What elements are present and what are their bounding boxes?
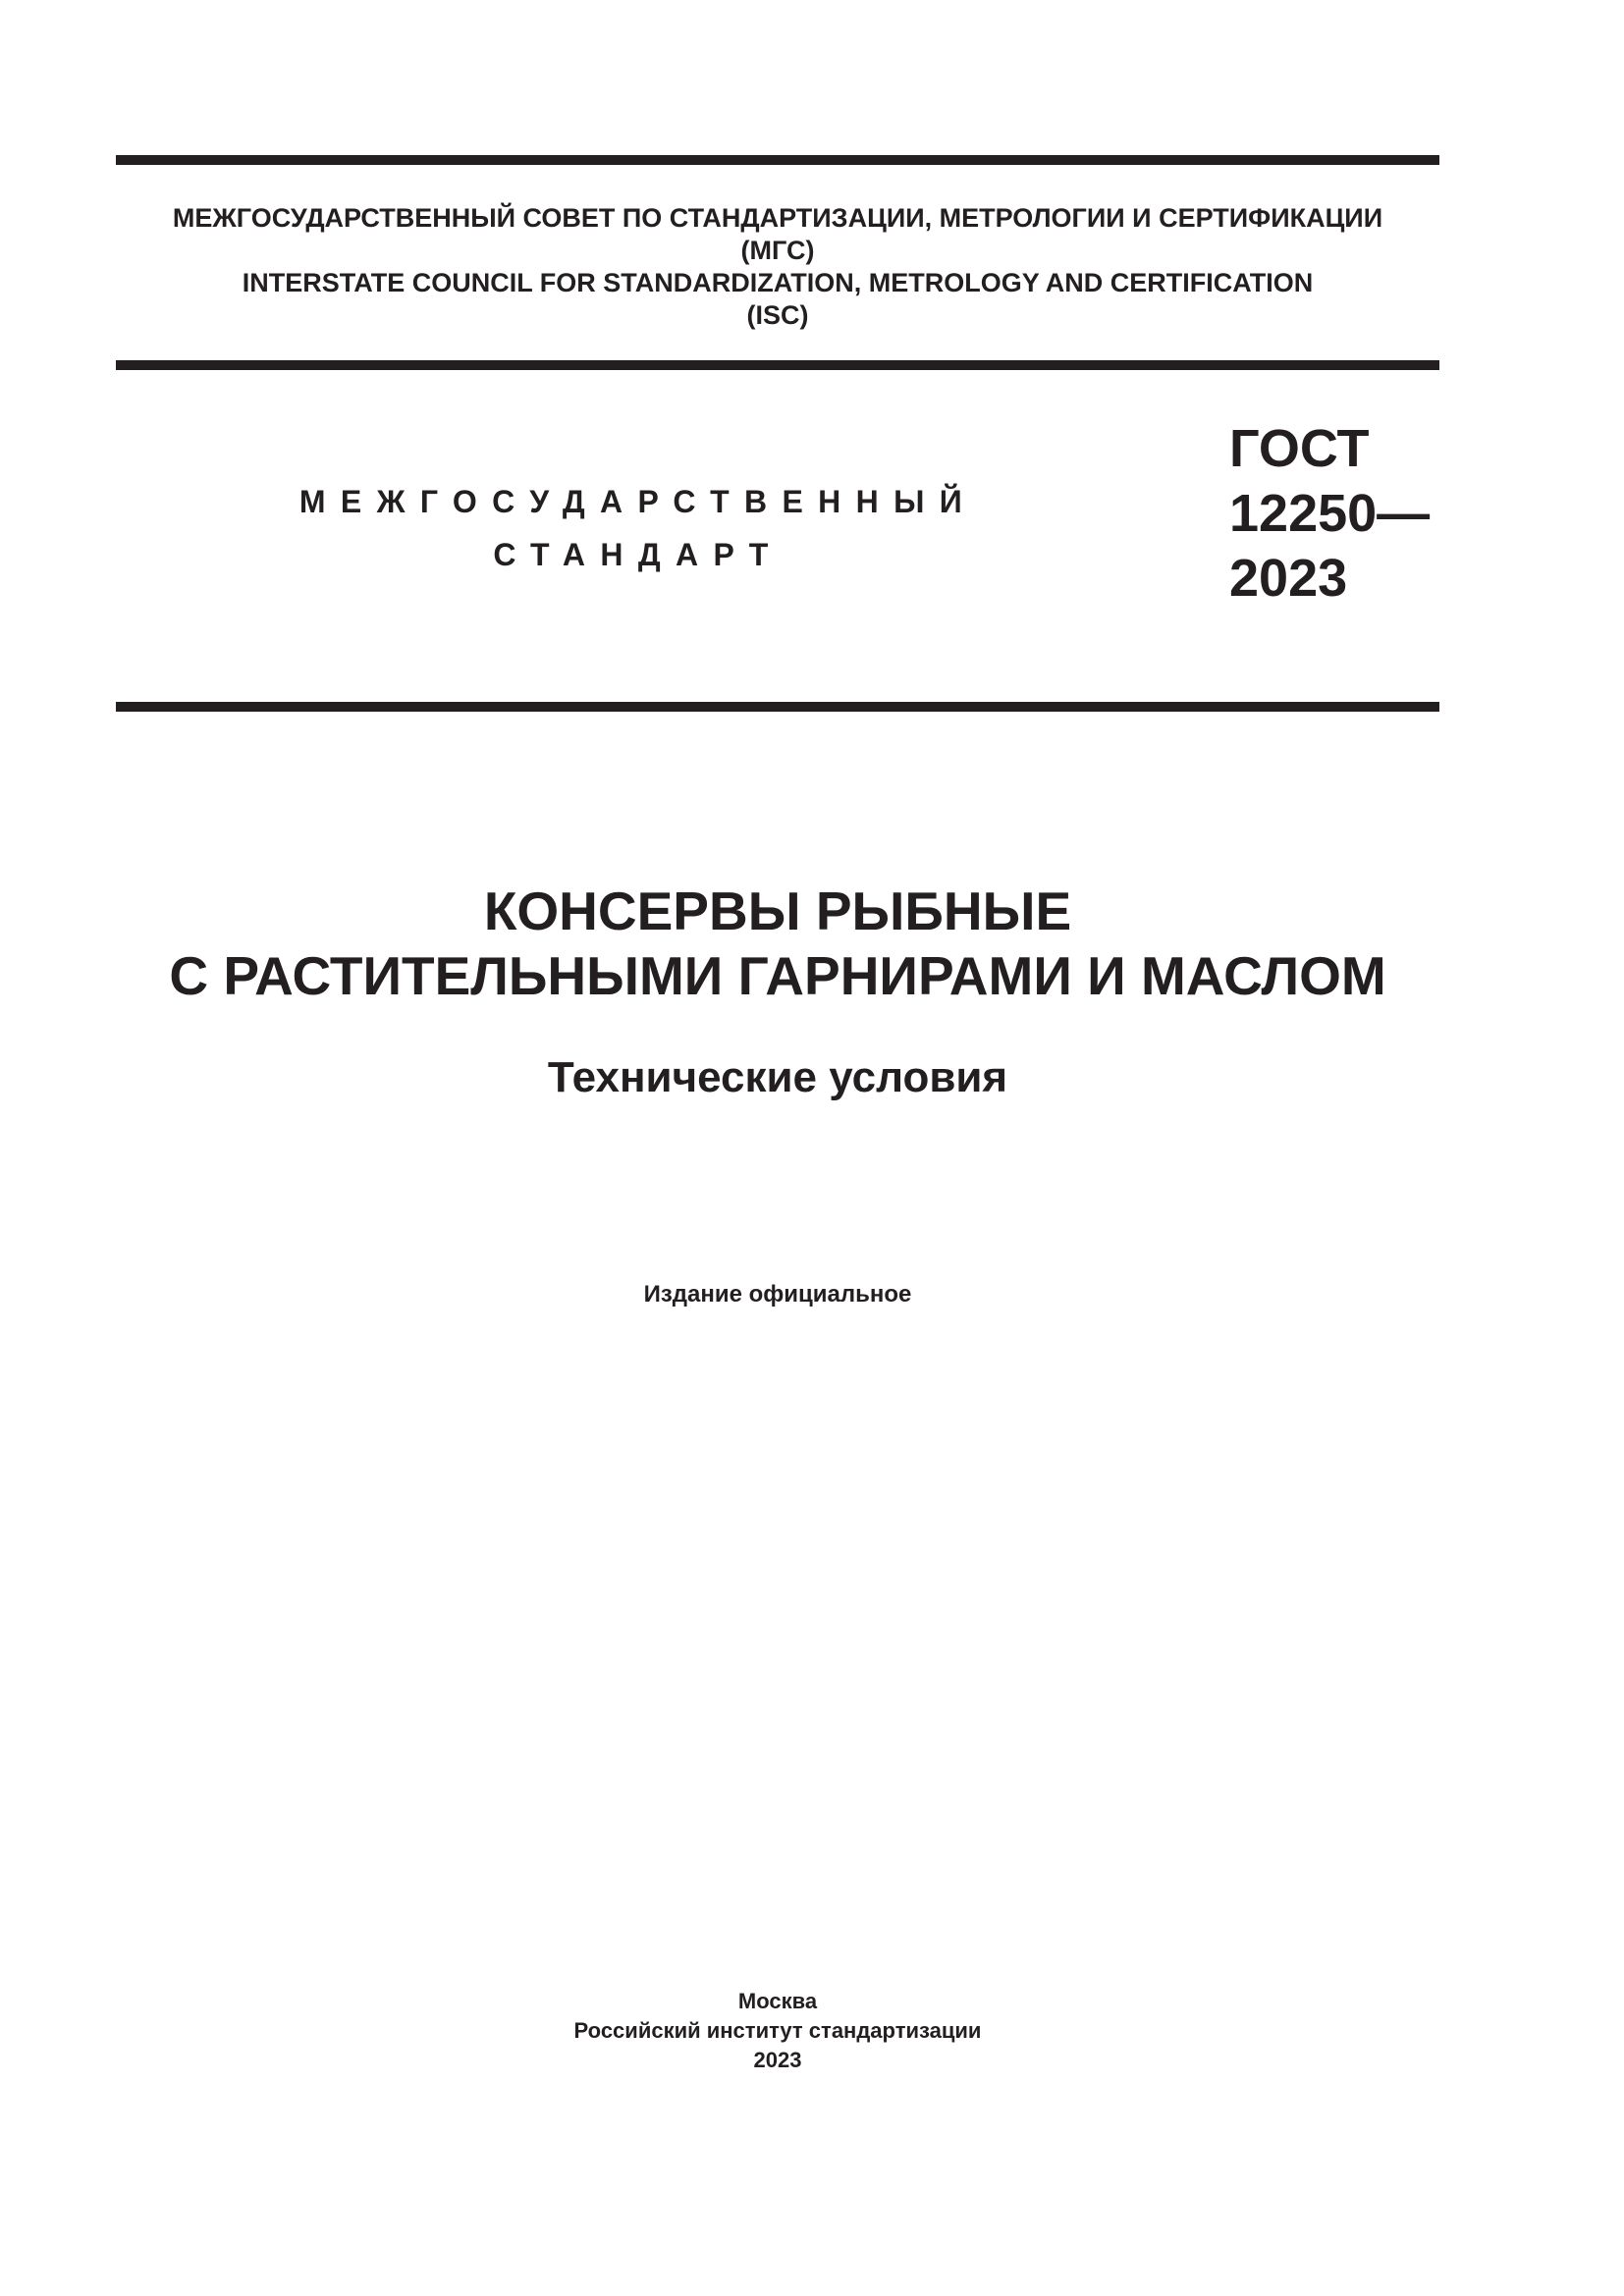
imprint-year: 2023 <box>753 2048 802 2072</box>
council-name-en: INTERSTATE COUNCIL FOR STANDARDIZATION, METROLOGY AND CERTIFICATION <box>242 268 1314 297</box>
top-rule <box>116 155 1439 165</box>
header-rule <box>116 360 1439 370</box>
document-subtitle: Технические условия <box>547 1053 1008 1101</box>
imprint-publisher: Российский институт стандартизации <box>573 2018 982 2043</box>
imprint <box>116 1987 1439 2075</box>
council-header <box>116 202 1439 332</box>
designation-number: 12250— <box>1229 484 1431 543</box>
edition-note: Издание официальное <box>643 1281 912 1308</box>
title-line-2: С РАСТИТЕЛЬНЫМИ ГАРНИРАМИ И МАСЛОМ <box>169 945 1386 1006</box>
standard-type-line-1: МЕЖГОСУДАРСТВЕННЫЙ <box>298 484 978 519</box>
standard-type-line-2: СТАНДАРТ <box>493 537 784 572</box>
designation-year: 2023 <box>1229 549 1348 608</box>
council-name-ru: МЕЖГОСУДАРСТВЕННЫЙ СОВЕТ ПО СТАНДАРТИЗАЦИИ, МЕТРОЛОГИИ И СЕРТИФИКАЦИИ <box>172 203 1383 233</box>
document-title <box>116 879 1439 1008</box>
council-abbr-en: (ISC) <box>746 300 809 330</box>
standard-designation <box>1229 416 1430 611</box>
title-line-1: КОНСЕРВЫ РЫБНЫЕ <box>483 881 1072 941</box>
imprint-city: Москва <box>737 1989 818 2013</box>
standard-type-label <box>295 475 982 581</box>
designation-rule <box>116 702 1439 712</box>
council-abbr-ru: (МГС) <box>740 236 815 265</box>
designation-prefix: ГОСТ <box>1229 419 1370 478</box>
